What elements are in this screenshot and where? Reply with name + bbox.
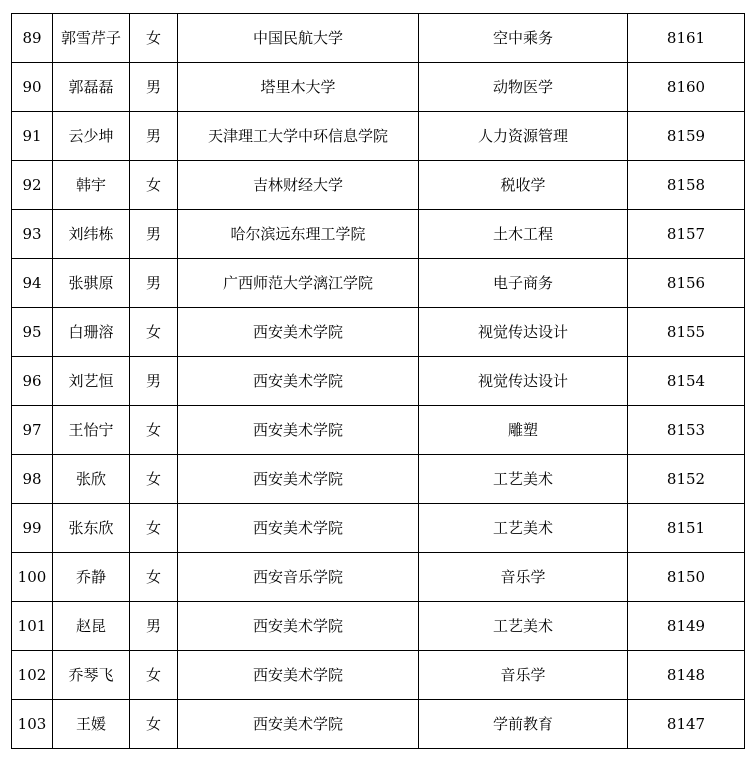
gender-cell: 女	[130, 651, 178, 700]
score-cell: 8147	[628, 700, 745, 749]
major-cell: 音乐学	[419, 553, 628, 602]
row-number-cell: 98	[12, 455, 53, 504]
gender-cell: 男	[130, 210, 178, 259]
table-row	[12, 14, 745, 63]
row-number-cell: 94	[12, 259, 53, 308]
score-cell: 8152	[628, 455, 745, 504]
table-row	[12, 357, 745, 406]
row-number-cell: 103	[12, 700, 53, 749]
score-cell: 8161	[628, 14, 745, 63]
gender-cell: 男	[130, 357, 178, 406]
row-number-cell: 100	[12, 553, 53, 602]
student-name-cell: 白珊溶	[53, 308, 130, 357]
major-cell: 工艺美术	[419, 504, 628, 553]
school-cell: 西安美术学院	[178, 308, 419, 357]
gender-cell: 女	[130, 161, 178, 210]
student-name-cell: 张骐原	[53, 259, 130, 308]
school-cell: 天津理工大学中环信息学院	[178, 112, 419, 161]
score-cell: 8159	[628, 112, 745, 161]
row-number-cell: 97	[12, 406, 53, 455]
major-cell: 工艺美术	[419, 602, 628, 651]
gender-cell: 女	[130, 14, 178, 63]
score-cell: 8150	[628, 553, 745, 602]
score-cell: 8158	[628, 161, 745, 210]
gender-cell: 女	[130, 406, 178, 455]
student-name-cell: 韩宇	[53, 161, 130, 210]
school-cell: 西安美术学院	[178, 504, 419, 553]
gender-cell: 女	[130, 455, 178, 504]
table-row	[12, 63, 745, 112]
school-cell: 西安美术学院	[178, 602, 419, 651]
table-row	[12, 602, 745, 651]
school-cell: 西安美术学院	[178, 700, 419, 749]
school-cell: 中国民航大学	[178, 14, 419, 63]
row-number-cell: 99	[12, 504, 53, 553]
major-cell: 音乐学	[419, 651, 628, 700]
gender-cell: 男	[130, 112, 178, 161]
student-name-cell: 赵昆	[53, 602, 130, 651]
student-name-cell: 张东欣	[53, 504, 130, 553]
table-row	[12, 161, 745, 210]
gender-cell: 男	[130, 63, 178, 112]
school-cell: 西安美术学院	[178, 357, 419, 406]
school-cell: 西安美术学院	[178, 651, 419, 700]
gender-cell: 女	[130, 504, 178, 553]
score-cell: 8149	[628, 602, 745, 651]
score-cell: 8160	[628, 63, 745, 112]
table-row	[12, 308, 745, 357]
student-name-cell: 云少坤	[53, 112, 130, 161]
table-row	[12, 210, 745, 259]
row-number-cell: 92	[12, 161, 53, 210]
results-table-container	[11, 13, 745, 749]
row-number-cell: 95	[12, 308, 53, 357]
table-row	[12, 700, 745, 749]
row-number-cell: 96	[12, 357, 53, 406]
results-table	[11, 13, 745, 749]
score-cell: 8154	[628, 357, 745, 406]
school-cell: 西安音乐学院	[178, 553, 419, 602]
major-cell: 动物医学	[419, 63, 628, 112]
school-cell: 哈尔滨远东理工学院	[178, 210, 419, 259]
gender-cell: 男	[130, 602, 178, 651]
school-cell: 塔里木大学	[178, 63, 419, 112]
student-name-cell: 刘纬栋	[53, 210, 130, 259]
student-name-cell: 王怡宁	[53, 406, 130, 455]
major-cell: 学前教育	[419, 700, 628, 749]
major-cell: 电子商务	[419, 259, 628, 308]
score-cell: 8151	[628, 504, 745, 553]
gender-cell: 女	[130, 308, 178, 357]
gender-cell: 女	[130, 700, 178, 749]
major-cell: 雕塑	[419, 406, 628, 455]
student-name-cell: 张欣	[53, 455, 130, 504]
school-cell: 西安美术学院	[178, 406, 419, 455]
table-row	[12, 455, 745, 504]
score-cell: 8153	[628, 406, 745, 455]
score-cell: 8148	[628, 651, 745, 700]
major-cell: 工艺美术	[419, 455, 628, 504]
row-number-cell: 102	[12, 651, 53, 700]
major-cell: 土木工程	[419, 210, 628, 259]
major-cell: 视觉传达设计	[419, 308, 628, 357]
table-row	[12, 406, 745, 455]
score-cell: 8157	[628, 210, 745, 259]
table-row	[12, 504, 745, 553]
school-cell: 吉林财经大学	[178, 161, 419, 210]
major-cell: 人力资源管理	[419, 112, 628, 161]
student-name-cell: 乔静	[53, 553, 130, 602]
table-row	[12, 651, 745, 700]
student-name-cell: 王媛	[53, 700, 130, 749]
school-cell: 西安美术学院	[178, 455, 419, 504]
student-name-cell: 郭雪芹子	[53, 14, 130, 63]
row-number-cell: 91	[12, 112, 53, 161]
student-name-cell: 刘艺恒	[53, 357, 130, 406]
gender-cell: 女	[130, 553, 178, 602]
score-cell: 8156	[628, 259, 745, 308]
school-cell: 广西师范大学漓江学院	[178, 259, 419, 308]
table-row	[12, 259, 745, 308]
major-cell: 空中乘务	[419, 14, 628, 63]
row-number-cell: 90	[12, 63, 53, 112]
major-cell: 视觉传达设计	[419, 357, 628, 406]
student-name-cell: 郭磊磊	[53, 63, 130, 112]
row-number-cell: 93	[12, 210, 53, 259]
table-row	[12, 553, 745, 602]
score-cell: 8155	[628, 308, 745, 357]
row-number-cell: 89	[12, 14, 53, 63]
major-cell: 税收学	[419, 161, 628, 210]
table-row	[12, 112, 745, 161]
student-name-cell: 乔琴飞	[53, 651, 130, 700]
gender-cell: 男	[130, 259, 178, 308]
results-table-body	[12, 14, 745, 749]
row-number-cell: 101	[12, 602, 53, 651]
